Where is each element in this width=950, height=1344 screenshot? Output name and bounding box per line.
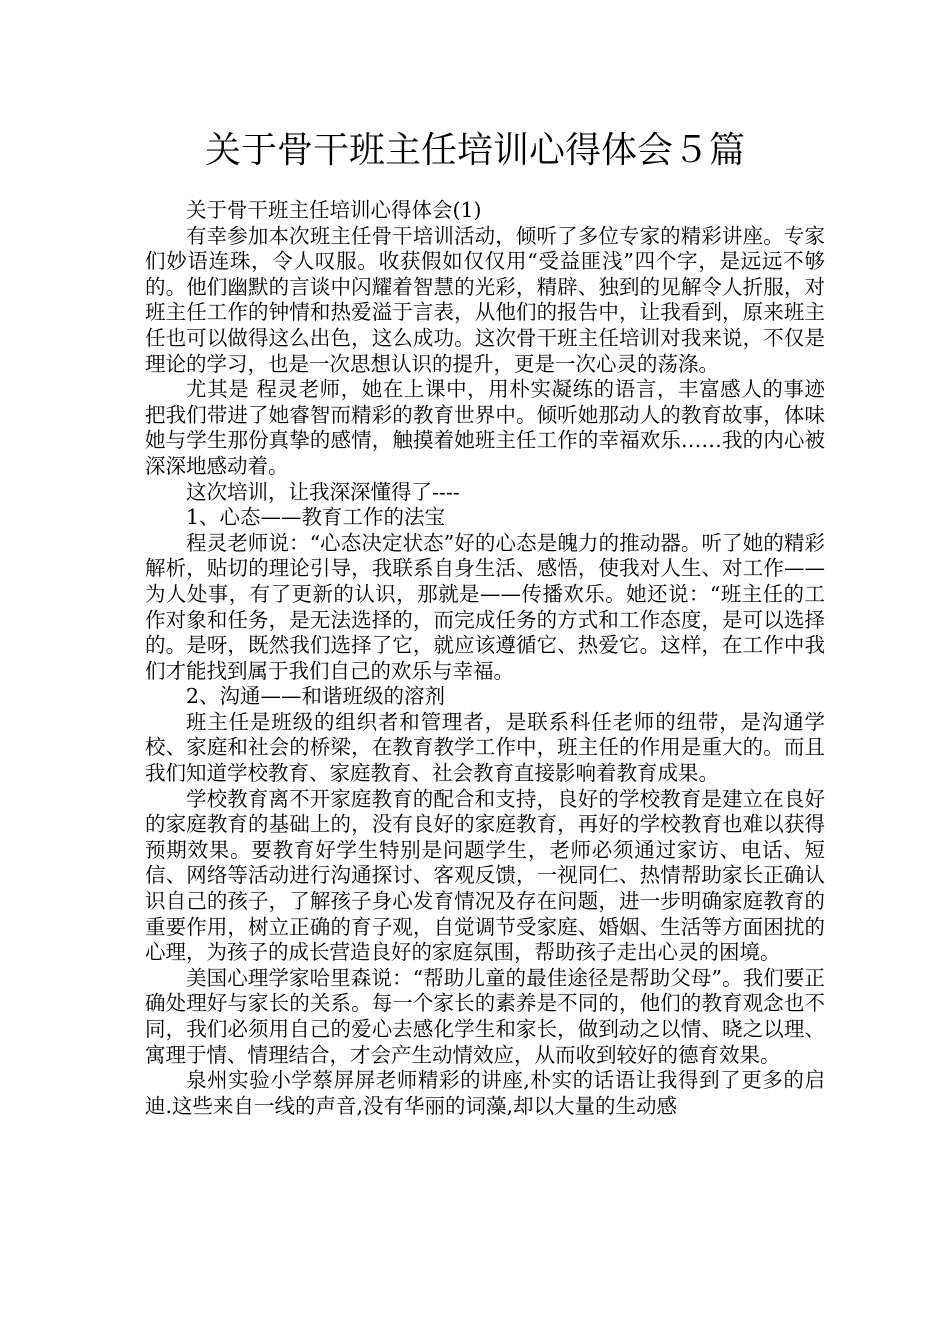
section-heading-1: 关于骨干班主任培训心得体会(1) [186, 198, 482, 222]
document-body [145, 198, 825, 1119]
paragraph-cai-lecture: 泉州实验小学蔡屏屏老师精彩的讲座,朴实的话语让我得到了更多的启迪.这些来自一线的声音,没有华丽的词藻,却以大量的生动感 [145, 1068, 825, 1118]
paragraph-intro: 有幸参加本次班主任骨干培训活动，倾听了多位专家的精彩讲座。专家们妙语连珠，令人叹服。收获假如仅仅用“受益匪浅”四个字，是远远不够的。他们幽默的言谈中闪耀着智慧的光彩，精辟、独到的见解令人折服，对班主任工作的钟情和热爱溢于言表，从他们的报告中，让我看到，原来班主任也可以做得这么出色，这么成功。这次骨干班主任培训对我来说，不仅是理论的学习，也是一次思想认识的提升，更是一次心灵的荡涤。 [145, 223, 825, 376]
paragraph-teacher-cheng: 尤其是 程灵老师，她在上课中，用朴实凝练的语言，丰富感人的事迹把我们带进了她睿智而精彩的教育世界中。倾听她那动人的教育故事，体味她与学生那份真挚的感情，触摸着她班主任工作的幸福欢乐……我的内心被深深地感动着。 [145, 377, 825, 478]
subheading-attitude: 1、心态——教育工作的法宝 [186, 505, 446, 530]
paragraph-lesson-lead: 这次培训，让我深深懂得了---- [186, 479, 460, 504]
paragraph-harrison-quote: 美国心理学家哈里森说：“帮助儿童的最佳途径是帮助父母”。我们要正确处理好与家长的关系。每一个家长的素养是不同的，他们的教育观念也不同，我们必须用自己的爱心去感化学生和家长，做到动之以情、晓之以理、寓理于情、情理结合，才会产生动情效应，从而收到较好的德育效果。 [145, 965, 825, 1067]
subheading-communication: 2、沟通——和谐班级的溶剂 [186, 684, 446, 709]
paragraph-attitude: 程灵老师说：“心态决定状态”好的心态是魄力的推动器。听了她的精彩解析，贴切的理论引导，我联系自身生活、感悟，使我对人生、对工作——为人处事，有了更新的认识，那就是——传播欢乐。她还说：“班主任的工作对象和任务，是无法选择的，而完成任务的方式和工作态度，是可以选择的。是呀，既然我们选择了它，就应该遵循它、热爱它。这样，在工作中我们才能找到属于我们自己的欢乐与幸福。 [145, 530, 825, 683]
paragraph-family-education: 学校教育离不开家庭教育的配合和支持，良好的学校教育是建立在良好的家庭教育的基础上的，没有良好的家庭教育，再好的学校教育也难以获得预期效果。要教育好学生特别是问题学生，老师必须通过家访、电话、短信、网络等活动进行沟通探讨、客观反馈，一视同仁、热情帮助家长正确认识自己的孩子，了解孩子身心发育情况及存在问题，进一步明确家庭教育的重要作用，树立正确的育子观，自觉调节受家庭、婚姻、生活等方面困扰的心理，为孩子的成长营造良好的家庭氛围，帮助孩子走出心灵的困境。 [145, 786, 825, 965]
paragraph-class-teacher-role: 班主任是班级的组织者和管理者，是联系科任老师的纽带，是沟通学校、家庭和社会的桥梁，在教育教学工作中，班主任的作用是重大的。而且我们知道学校教育、家庭教育、社会教育直接影响着教育成果。 [145, 709, 825, 786]
document-title: 关于骨干班主任培训心得体会５篇 [204, 130, 745, 171]
